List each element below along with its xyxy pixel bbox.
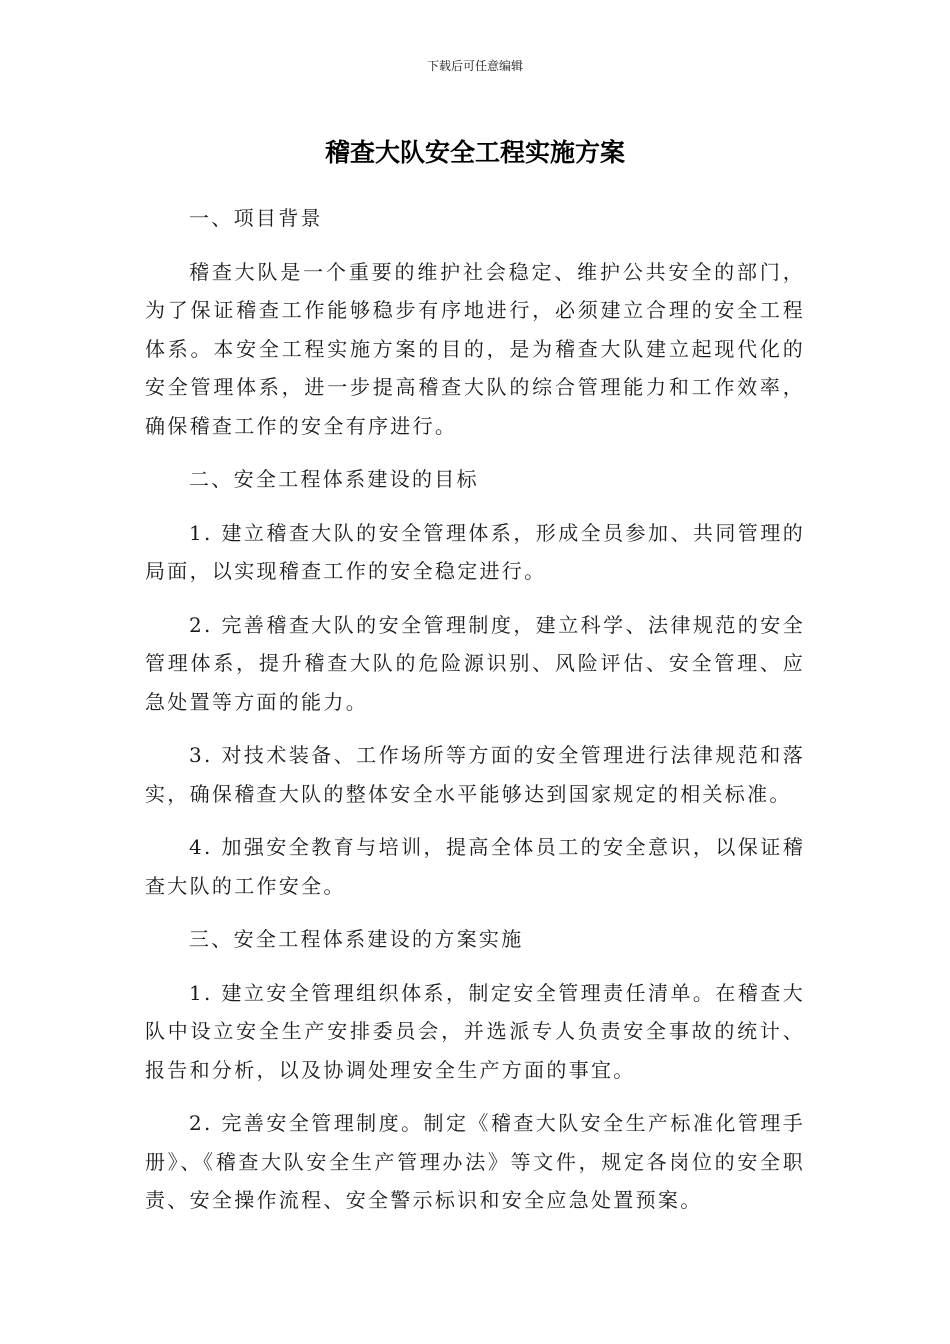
header-note: 下载后可任意编辑 (426, 59, 523, 73)
document-title: 稽查大队安全工程实施方案 (324, 138, 625, 167)
goal-item-1: 1. 建立稽查大队的安全管理体系，形成全员参加、共同管理的局面，以实现稽查工作的安全稳定进行。 (145, 520, 805, 583)
document-body (145, 199, 805, 1235)
paragraph-background: 稽查大队是一个重要的维护社会稳定、维护公共安全的部门，为了保证稽查工作能够稳步有序地进行，必须建立合理的安全工程体系。本安全工程实施方案的目的，是为稽查大队建立起现代化的安全管理体系，进一步提高稽查大队的综合管理能力和工作效率，确保稽查工作的安全有序进行。 (145, 259, 805, 438)
section-heading-goals: 二、安全工程体系建设的目标 (189, 467, 479, 491)
implementation-item-2: 2. 完善安全管理制度。制定《稽查大队安全生产标准化管理手册》、《稽查大队安全生产管理办法》等文件，规定各岗位的安全职责、安全操作流程、安全警示标识和安全应急处置预案。 (145, 1111, 805, 1212)
section-heading-background: 一、项目背景 (189, 206, 323, 230)
goal-item-2: 2. 完善稽查大队的安全管理制度，建立科学、法律规范的安全管理体系，提升稽查大队的危险源识别、风险评估、安全管理、应急处置等方面的能力。 (145, 612, 805, 714)
section-heading-implementation: 三、安全工程体系建设的方案实施 (189, 927, 524, 951)
goal-item-3: 3. 对技术装备、工作场所等方面的安全管理进行法律规范和落实，确保稽查大队的整体安全水平能够达到国家规定的相关标准。 (145, 743, 805, 806)
implementation-item-1: 1. 建立安全管理组织体系，制定安全管理责任清单。在稽查大队中设立安全生产安排委员会，并选派专人负责安全事故的统计、报告和分析，以及协调处理安全生产方面的事宜。 (145, 980, 805, 1082)
goal-item-4: 4. 加强安全教育与培训，提高全体员工的安全意识，以保证稽查大队的工作安全。 (145, 835, 805, 898)
